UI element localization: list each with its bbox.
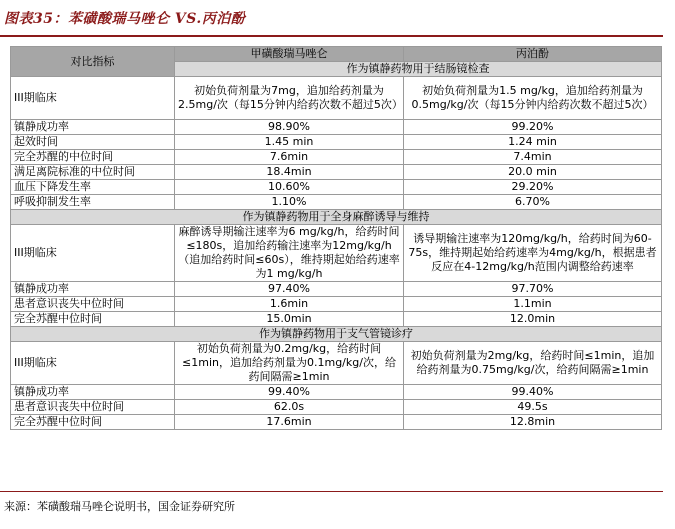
table-row <box>11 195 662 210</box>
metric-value-propofol: 49.5s <box>404 400 662 415</box>
phase-dosing-remimazolam: 麻醉诱导期输注速率为6 mg/kg/h，给药时间≤180s，追加给药输注速率为12mg/kg/h（追加给药时间≤60s），维持期起始给药速率为1 mg/kg/h <box>175 225 404 282</box>
metric-value-remimazolam: 17.6min <box>175 415 404 430</box>
metric-label: 镇静成功率 <box>11 120 175 135</box>
table-row <box>11 150 662 165</box>
metric-label: 完全苏醒中位时间 <box>11 415 175 430</box>
metric-value-remimazolam: 15.0min <box>175 312 404 327</box>
metric-value-propofol: 99.20% <box>404 120 662 135</box>
metric-value-remimazolam: 99.40% <box>175 385 404 400</box>
phase-dosing-propofol: 初始负荷剂量为1.5 mg/kg，追加给药剂量为0.5mg/kg/次（每15分钟内给药次数不超过5次） <box>404 77 662 120</box>
section-row <box>11 210 662 225</box>
section-title: 作为镇静药物用于结肠镜检查 <box>175 62 662 77</box>
table-row <box>11 400 662 415</box>
phase-row <box>11 225 662 282</box>
figure-title: 图表35：苯磺酸瑞马唑仑 VS.丙泊酚 <box>4 11 246 27</box>
bottom-rule <box>0 491 663 492</box>
table-row <box>11 415 662 430</box>
metric-label: 患者意识丧失中位时间 <box>11 400 175 415</box>
table-row <box>11 120 662 135</box>
top-rule <box>0 35 663 37</box>
header-metric: 对比指标 <box>11 47 175 77</box>
table-row <box>11 297 662 312</box>
metric-label: 完全苏醒的中位时间 <box>11 150 175 165</box>
metric-value-propofol: 97.70% <box>404 282 662 297</box>
phase-label: III期临床 <box>11 342 175 385</box>
metric-value-remimazolam: 1.10% <box>175 195 404 210</box>
phase-label: III期临床 <box>11 225 175 282</box>
phase-row <box>11 342 662 385</box>
header-row <box>11 47 662 62</box>
metric-label: 镇静成功率 <box>11 282 175 297</box>
metric-label: 镇静成功率 <box>11 385 175 400</box>
phase-label: III期临床 <box>11 77 175 120</box>
section-title: 作为镇静药物用于支气管镜诊疗 <box>11 327 662 342</box>
phase-dosing-propofol: 初始负荷剂量为2mg/kg，给药时间≤1min，追加给药剂量为0.75mg/kg/次，给药间隔需≥1min <box>404 342 662 385</box>
metric-value-remimazolam: 10.60% <box>175 180 404 195</box>
source-note: 来源：苯磺酸瑞马唑仑说明书，国金证券研究所 <box>4 500 235 513</box>
metric-value-remimazolam: 7.6min <box>175 150 404 165</box>
table-row <box>11 165 662 180</box>
metric-value-propofol: 12.8min <box>404 415 662 430</box>
phase-dosing-remimazolam: 初始负荷剂量为7mg，追加给药剂量为2.5mg/次（每15分钟内给药次数不超过5次） <box>175 77 404 120</box>
metric-value-propofol: 20.0 min <box>404 165 662 180</box>
metric-value-remimazolam: 97.40% <box>175 282 404 297</box>
metric-value-remimazolam: 1.45 min <box>175 135 404 150</box>
metric-value-propofol: 1.24 min <box>404 135 662 150</box>
metric-label: 呼吸抑制发生率 <box>11 195 175 210</box>
phase-dosing-remimazolam: 初始负荷剂量为0.2mg/kg，给药时间≤1min，追加给药剂量为0.1mg/kg/次，给药间隔需≥1min <box>175 342 404 385</box>
table-row <box>11 312 662 327</box>
metric-value-remimazolam: 18.4min <box>175 165 404 180</box>
metric-value-propofol: 1.1min <box>404 297 662 312</box>
header-propofol: 丙泊酚 <box>404 47 662 62</box>
table-row <box>11 385 662 400</box>
metric-value-propofol: 6.70% <box>404 195 662 210</box>
comparison-table <box>10 46 662 430</box>
section-row <box>11 327 662 342</box>
metric-label: 患者意识丧失中位时间 <box>11 297 175 312</box>
phase-row <box>11 77 662 120</box>
phase-dosing-propofol: 诱导期输注速率为120mg/kg/h，给药时间为60-75s，维持期起始给药速率为4mg/kg/h，根据患者反应在4-12mg/kg/h范围内调整给药速率 <box>404 225 662 282</box>
metric-label: 起效时间 <box>11 135 175 150</box>
metric-value-propofol: 99.40% <box>404 385 662 400</box>
header-remimazolam: 甲磺酸瑞马唑仑 <box>175 47 404 62</box>
metric-label: 血压下降发生率 <box>11 180 175 195</box>
table-row <box>11 180 662 195</box>
metric-value-propofol: 29.20% <box>404 180 662 195</box>
metric-value-propofol: 12.0min <box>404 312 662 327</box>
metric-value-propofol: 7.4min <box>404 150 662 165</box>
table-row <box>11 282 662 297</box>
section-title: 作为镇静药物用于全身麻醉诱导与维持 <box>11 210 662 225</box>
metric-value-remimazolam: 98.90% <box>175 120 404 135</box>
metric-label: 完全苏醒中位时间 <box>11 312 175 327</box>
metric-value-remimazolam: 1.6min <box>175 297 404 312</box>
metric-label: 满足离院标准的中位时间 <box>11 165 175 180</box>
metric-value-remimazolam: 62.0s <box>175 400 404 415</box>
table-row <box>11 135 662 150</box>
